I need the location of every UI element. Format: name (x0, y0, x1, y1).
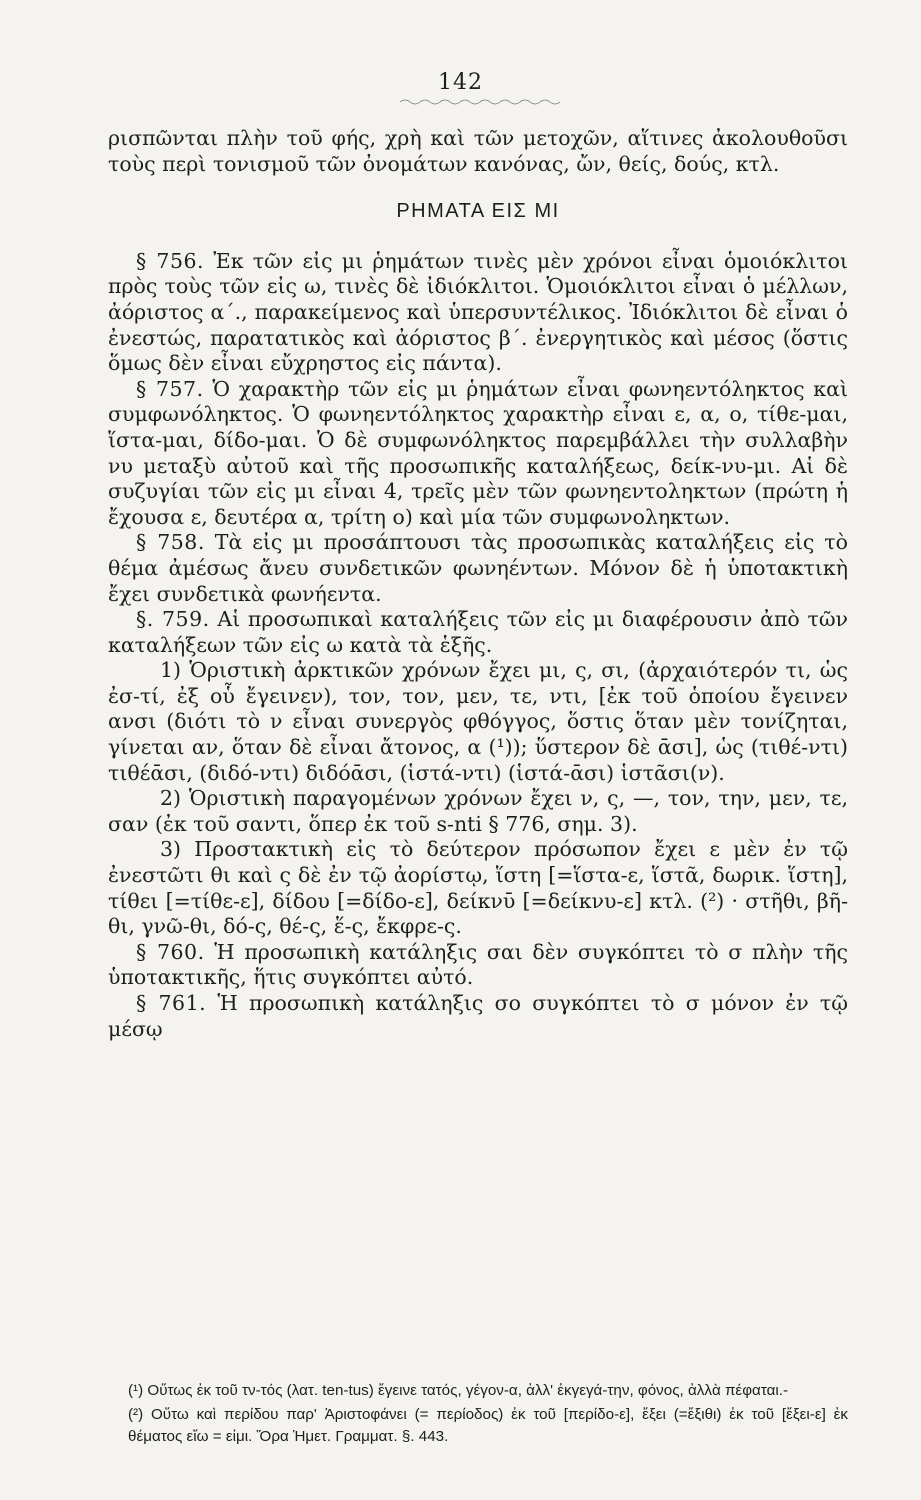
section-heading: ΡΗΜΑΤΑ ΕΙΣ ΜΙ (396, 200, 560, 223)
paragraph-text: Αἱ προσωπικαὶ καταλήξεις τῶν εἰς μι διαφέρουσιν ἀπὸ τῶν καταλήξεων τῶν εἰς ω κατὰ τὰ ἑξῆς. (108, 607, 848, 657)
paragraph-text: Ἐκ τῶν εἰς μι ῥημάτων τινὲς μὲν χρόνοι εἶναι ὁμοιόκλιτοι πρὸς τοὺς τῶν εἰς ω, τινὲς δὲ ἰδιόκλιτοι. Ὁμοιόκλιτοι εἶναι ὁ μέλλων, ἀόριστος α΄., παρακείμενος καὶ ὑπερσυντέλικος. Ἰδιόκλιτοι δὲ εἶναι ὁ ἐνεστώς, παρατατικὸς καὶ ἀόριστος β΄. ἐνεργητικὸς καὶ μέσος (ὅστις ὅμως δὲν εἶναι εὔχρηστος εἰς πάντα). (108, 248, 848, 376)
section-number: § 758. (136, 530, 205, 555)
paragraph-text: Τὰ εἰς μι προσάπτουσι τὰς προσωπικὰς καταλήξεις εἰς τὸ θέμα ἀμέσως ἄνευ συνδετικῶν φωνηέντων. Μόνον δὲ ἡ ὑποτακτικὴ ἔχει συνδετικὰ φωνήεντα. (108, 530, 848, 606)
paragraph-text: Ἡ προσωπικὴ κατάληξις σο συγκόπτει τὸ σ μόνον ἐν τῷ μέσῳ (108, 991, 848, 1041)
numbered-item-3: 3) Προστακτικὴ εἰς τὸ δεύτερον πρόσωπον ἔχει ε μὲν ἐν τῷ ἐνεστῶτι θι καὶ ς δὲ ἐν τῷ ἀορίστῳ, ἵστη [=ἵστα-ε, ἵστᾶ, δωρικ. ἵστη], τίθει [=τίθε-ε], δίδου [=δίδο-ε], δείκνῡ [=δείκνυ-ε] κτλ. (²) · στῆθι, βῆ-θι, γνῶ-θι, δό-ς, θέ-ς, ἕ-ς, ἔκφρε-ς. (108, 837, 848, 939)
footnotes (128, 1380, 848, 1450)
paragraph-text: Ὁ χαρακτὴρ τῶν εἰς μι ῥημάτων εἶναι φωνηεντόληκτος καὶ συμφωνόληκτος. Ὁ φωνηεντόληκτος χαρακτὴρ εἶναι ε, α, ο, τίθε-μαι, ἵστα-μαι, δίδο-μαι. Ὁ δὲ συμφωνόληκτος παρεμβάλλει τὴν συλλαβὴν νυ μεταξὺ αὐτοῦ καὶ τῆς προσωπικῆς καταλήξεως, δείκ-νυ-μι. Αἱ δὲ συζυγίαι τῶν εἰς μι εἶναι 4, τρεῖς μὲν τῶν φωνηεντοληκτων (πρώτη ἡ ἔχουσα ε, δευτέρα α, τρίτη ο) καὶ μία τῶν συμφωνοληκτων. (108, 376, 848, 529)
paragraph-758 (108, 530, 848, 607)
paragraph-759 (108, 607, 848, 658)
paragraph-760 (108, 940, 848, 991)
footnote-2: (²) Οὕτω καὶ περίδου παρ' Ἀριστοφάνει (= περίοδος) ἐκ τοῦ [περίδο-ε], ἔξει (=ἔξιθι) ἐκ τοῦ [ἔξει-ε] ἐκ θέματος εἴω = εἰμι. Ὅρα Ἡμετ. Γραμματ. §. 443. (128, 1406, 848, 1445)
section-number: § 760. (136, 939, 205, 964)
section-number: § 757. (136, 376, 204, 401)
footnote-1: (¹) Οὕτως ἐκ τοῦ τν-τός (λατ. ten-tus) ἔγεινε τατός, γέγον-α, ἀλλ' ἐκγεγά-την, φόνος, ἀλλὰ πέφαται.- (128, 1382, 789, 1399)
section-number: § 761. (136, 991, 207, 1015)
decorative-rule (400, 98, 560, 106)
numbered-item-1: 1) Ὁριστικὴ ἀρκτικῶν χρόνων ἔχει μι, ς, σι, (ἀρχαιότερόν τι, ὡς ἐσ-τί, ἐξ οὗ ἔγεινεν), τον, τον, μεν, τε, ντι, [ἐκ τοῦ ὁποίου ἔγεινεν ανσι (διότι τὸ ν εἶναι συνεργὸς φθόγγος, ὅστις ὅταν μὲν τονίζηται, γίνεται αν, ὅταν δὲ εἶναι ἄτονος, α (¹)); ὕστερον δὲ ᾱσι], ὡς (τιθέ-ντι) τιθέᾱσι, (διδό-ντι) διδόᾱσι, (ἱστά-ντι) (ἱστά-ᾱσι) ἱστᾶσι(ν). (108, 658, 848, 785)
section-number: § 756. (136, 248, 205, 273)
paragraph-text: Ἡ προσωπικὴ κατάληξις σαι δὲν συγκόπτει τὸ σ πλὴν τῆς ὑποτακτικῆς, ἥτις συγκόπτει αὐτό. (108, 939, 848, 990)
section-number: §. 759. (136, 607, 210, 632)
continuation-paragraph: ρισπῶνται πλὴν τοῦ φής, χρὴ καὶ τῶν μετοχῶν, αἵτινες ἀκολουθοῦσι τοὺς περὶ τονισμοῦ τῶν ὀνομάτων κανόνας, ὤν, θείς, δούς, κτλ. (108, 126, 848, 176)
page-number: 142 (438, 70, 483, 95)
paragraph-756 (108, 249, 848, 377)
paragraph-757 (108, 377, 848, 531)
main-text (108, 126, 848, 1042)
numbered-item-2: 2) Ὁριστικὴ παραγομένων χρόνων ἔχει ν, ς, —, τον, την, μεν, τε, σαν (ἐκ τοῦ σαντι, ὅπερ ἐκ τοῦ s-nti § 776, σημ. 3). (108, 786, 848, 836)
paragraph-761 (108, 991, 848, 1042)
